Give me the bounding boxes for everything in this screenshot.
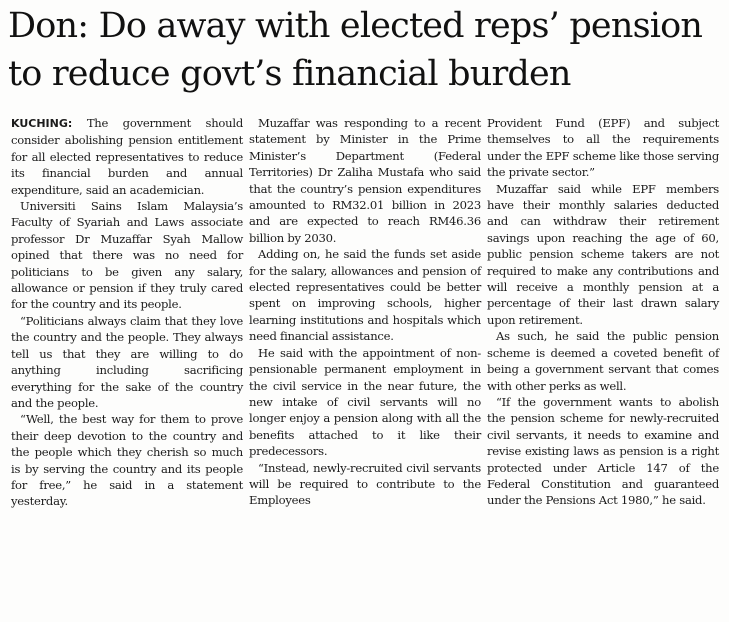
article-paragraph: “Instead, newly-recruited civil servants will be required to contribute to the Employees xyxy=(249,460,481,508)
paragraph-text: The government should consider abolishing pension entitlement for all elected representatives to reduce its financial burden and annual expenditure, said an academician. xyxy=(11,116,244,197)
article-paragraph: Muzaffar said while EPF members have their monthly salaries deducted and can withdraw their retirement savings upon reaching the age of 60, public pension scheme takers are not required to make any contributions and will receive a monthly pension at a percentage of their last drawn salary upon retirement. xyxy=(487,181,719,327)
dateline: KUCHING: xyxy=(11,117,73,130)
article-paragraph: Universiti Sains Islam Malaysia’s Faculty of Syariah and Laws associate professor Dr Muzaffar Syah Mallow opined that there was no need for politicians to be given any salary, allowance or pension if they truly cared for the country and its people. xyxy=(11,199,243,312)
article-column-3 xyxy=(487,115,719,510)
article-paragraph: As such, he said the public pension scheme is deemed a coveted benefit of being a government servant that comes with other perks as well. xyxy=(487,329,719,393)
headline-line-2: to reduce govt’s financial burden xyxy=(8,54,571,94)
article-paragraph: “If the government wants to abolish the pension scheme for newly-recruited civil servants, it needs to examine and revise existing laws as pension is a right protected under Article 147 of the Federal Constitution and guaranteed under the Pensions Act 1980,” he said. xyxy=(487,394,719,508)
article-paragraph: Adding on, he said the funds set aside for the salary, allowances and pension of elected representatives could be better spent on improving schools, higher learning institutions and hospitals which need financial assistance. xyxy=(249,247,481,344)
article-paragraph xyxy=(11,115,243,198)
article-paragraph: Provident Fund (EPF) and subject themselves to all the requirements under the EPF scheme like those serving the private sector.” xyxy=(487,116,719,180)
article-paragraph: “Well, the best way for them to prove their deep devotion to the country and the people which they cherish so much is by serving the country and its people for free,” he said in a statement yesterday. xyxy=(11,412,243,509)
article-paragraph: Muzaffar was responding to a recent statement by Minister in the Prime Minister’s Department (Federal Territories) Dr Zaliha Mustafa who said that the country’s pension expenditures amounted to RM32.01 billion in 2023 and are expected to reach RM46.36 billion by 2030. xyxy=(249,116,481,245)
article-column-2 xyxy=(249,115,481,510)
article-column-1 xyxy=(11,115,243,510)
article-body xyxy=(11,115,719,510)
headline xyxy=(8,2,720,98)
article-paragraph: He said with the appointment of non-pensionable permanent employment in the civil service in the near future, the new intake of civil servants will no longer enjoy a pension along with all the benefits attached to it like their predecessors. xyxy=(249,345,481,459)
headline-line-1: Don: Do away with elected reps’ pension xyxy=(8,6,703,46)
article-paragraph: “Politicians always claim that they love the country and the people. They always tell us that they are willing to do anything including sacrificing everything for the sake of the country and the people. xyxy=(11,313,243,410)
